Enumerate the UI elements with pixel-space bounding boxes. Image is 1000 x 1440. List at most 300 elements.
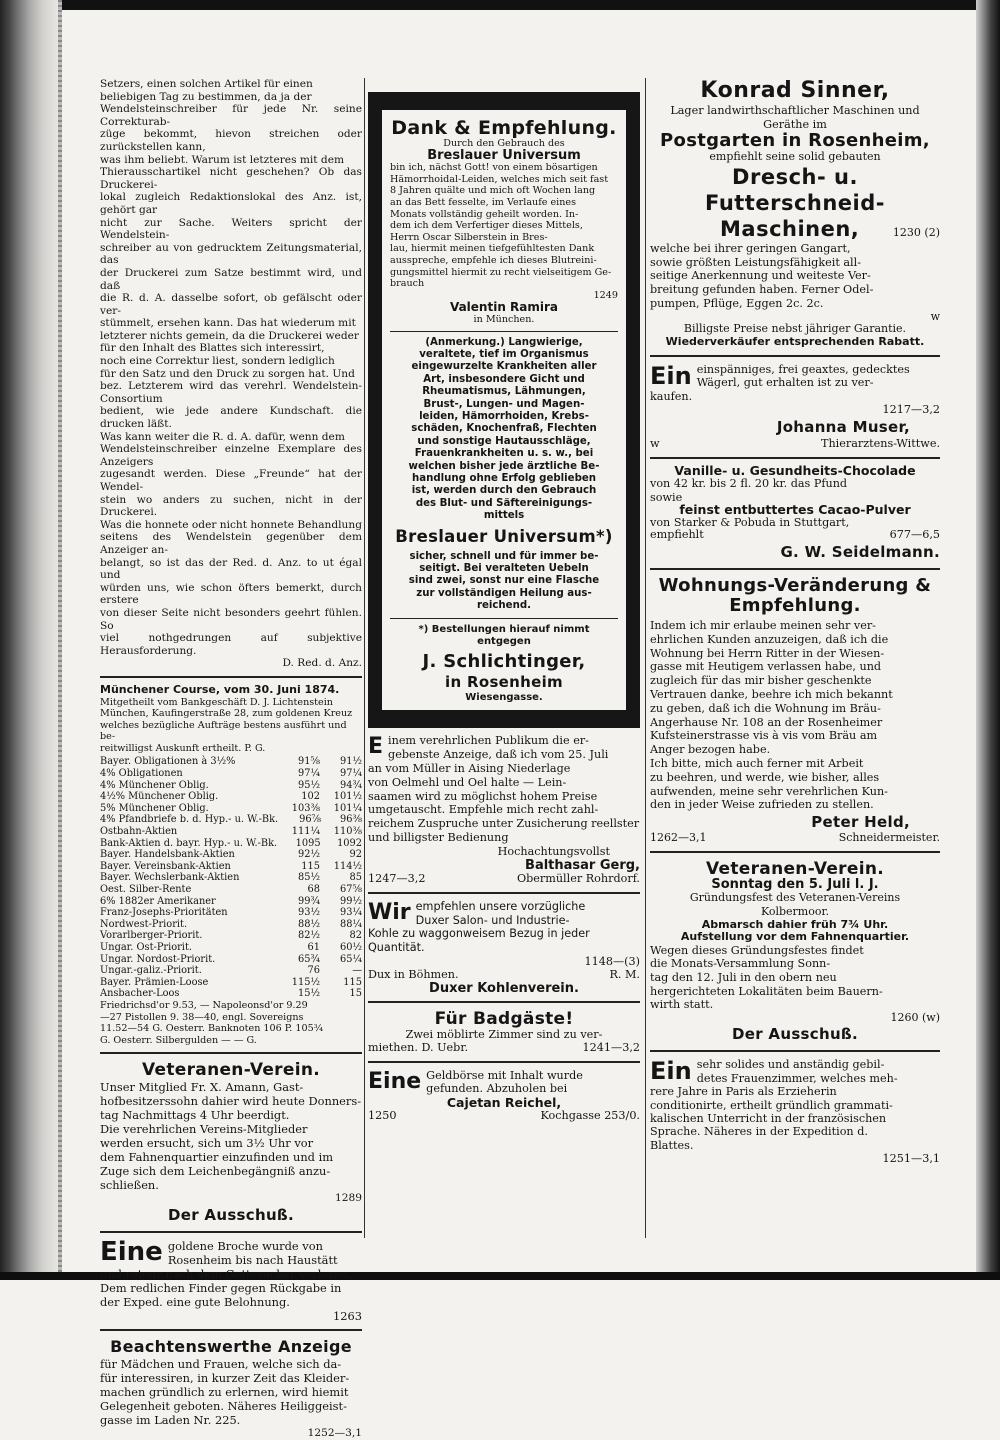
scan-right-border <box>976 0 1000 1280</box>
text-line: tag den 12. Juli in den obern neu <box>650 970 837 984</box>
text-line: den in jeder Weise zufrieden zu stellen. <box>650 798 874 812</box>
text-line: Quantität. <box>368 940 425 954</box>
course-value: 99½ <box>340 895 362 907</box>
text-line: Rosenheim bis nach Haustätt <box>167 1252 338 1267</box>
divider <box>650 851 940 853</box>
course-row <box>100 768 362 780</box>
course-row <box>100 988 362 1000</box>
veterans-title: Veteranen-Verein. <box>706 858 884 879</box>
course-value: 82 <box>349 930 362 942</box>
text-line: pumpen, Pflüge, Eggen 2c. 2c. <box>650 296 824 310</box>
text-line: von 42 kr. bis 2 fl. 20 kr. das Pfund <box>650 477 848 491</box>
text-line: (Anmerkung.) Langwierige, <box>425 336 583 348</box>
text-line: sind zwei, sonst nur eine Flasche <box>408 575 600 587</box>
moving-number: 1262—3,1 <box>650 831 707 845</box>
text-line: G. Oesterr. Silbergulden — — G. <box>100 1034 257 1046</box>
coal-number: 1148—(3) <box>584 954 640 968</box>
universum-title: Breslauer Universum*) <box>395 526 613 546</box>
course-name: Bayer. Prämien-Loose <box>100 976 209 988</box>
text-line: machen gründlich zu erlernen, wird hiemit <box>100 1384 349 1399</box>
course-value: 60½ <box>340 941 362 953</box>
text-line: leiden, Hämorrhoiden, Krebs- <box>419 410 589 422</box>
cacao-maker: von Starker & Pobuda in Stuttgart, <box>650 515 850 529</box>
text-line: seitens des Wendelstein gegenüber dem Anzeiger an- <box>100 531 362 556</box>
text-line: sicher, schnell und für immer be- <box>409 550 599 562</box>
text-line: seitigt. Bei veralteten Uebeln <box>419 563 589 574</box>
miller-greeting: Hochachtungsvollst <box>497 844 610 858</box>
course-currency <box>100 1000 362 1046</box>
veterans-assembly: Aufstellung vor dem Fahnenquartier. <box>680 930 910 944</box>
course-value: 15½ <box>298 988 320 1000</box>
text-line: Wägerl, gut erhalten ist zu ver- <box>696 376 874 390</box>
course-value: 101½ <box>333 791 362 803</box>
text-line: Geldbörse mit Inhalt wurde <box>426 1068 583 1082</box>
text-line: bedient, wie jede andere Kundschaft. die drucken läßt. <box>100 405 362 431</box>
text-line: welchen bisher jede ärztliche Be- <box>408 460 600 472</box>
ad-initial: Eine <box>368 1068 422 1094</box>
text-line: schreiber au von gedrucktem Zeitungsmaterial, das <box>100 241 362 267</box>
course-value: 99¾ <box>298 895 320 907</box>
veterans-title: Veteranen-Verein. <box>142 1060 320 1081</box>
course-name: Vorarlberger-Priorit. <box>100 930 203 942</box>
notice-text <box>100 1357 362 1427</box>
text-line: Rheumatismus, Lähmungen, <box>422 386 586 398</box>
column-middle <box>368 78 640 1238</box>
text-line: Blattes. <box>650 1138 694 1152</box>
wagon-role: Thierarztens-Wittwe. <box>821 436 940 450</box>
tutor-ad <box>650 1058 940 1165</box>
text-line: Monats vollständig geheilt worden. In- <box>390 208 579 220</box>
text-line: zu geben, daß ich die Wohnung im Bräu- <box>650 701 881 715</box>
text-line: Die verehrlichen Vereins-Mitglieder <box>100 1122 308 1137</box>
text-line: Thierausschartikel nicht geschehen? Ob das Druckerei- <box>100 166 362 191</box>
miller-number: 1247—3,2 <box>368 872 426 886</box>
course-name: Franz-Josephs-Prioritäten <box>100 907 228 919</box>
text-line: des Blut- und Säftereinigungs- <box>415 497 593 509</box>
text-line: handlung ohne Erfolg geblieben <box>411 472 597 484</box>
course-value: 96⅜ <box>340 814 362 826</box>
divider <box>100 1329 362 1331</box>
text-line: saamen wird zu möglichst hohem Preise <box>368 789 598 803</box>
text-line: detes Frauenzimmer, welches meh- <box>696 1071 898 1085</box>
sinner-product-2: Maschinen, <box>720 216 860 241</box>
text-line: aufwenden, meine sehr verehrlichen Kun- <box>650 784 888 798</box>
text-line: Wohnung bei Herrn Ritter in der Wiesen- <box>650 646 885 660</box>
book-spine-edge <box>0 0 62 1280</box>
bathers-number: 1241—3,2 <box>582 1040 640 1054</box>
text-line: brauch <box>390 278 425 290</box>
veterans-text <box>650 891 940 918</box>
notice-number: 1252—3,1 <box>307 1426 362 1439</box>
course-name: Ungar. Nordost-Priorit. <box>100 953 216 965</box>
chocolate-title: Vanille- u. Gesundheits-Chocolade <box>674 462 916 478</box>
course-value: 103⅜ <box>291 802 320 814</box>
course-row <box>100 826 362 838</box>
course-row <box>100 954 362 966</box>
course-row <box>100 872 362 884</box>
text-line: sehr solides und anständig gebil- <box>696 1058 885 1072</box>
text-line: veraltete, tief im Organismus <box>419 348 589 360</box>
course-value: 76 <box>307 965 320 977</box>
lost-broche-ad <box>100 1236 362 1323</box>
course-row <box>100 896 362 908</box>
text-line: reichem Zuspruche unter Zusicherung reellster <box>368 817 640 831</box>
course-name: Bayer. Handelsbank-Aktien <box>100 849 235 861</box>
text-line: kaufen. <box>650 389 693 403</box>
coal-signature: Duxer Kohlenverein. <box>429 980 579 996</box>
text-line: an vom Müller in Aising Niederlage <box>368 762 571 775</box>
course-value: 93½ <box>298 907 320 919</box>
cacao-number: 677—6,5 <box>889 528 940 542</box>
bathers-text-2: miethen. D. Uebr. <box>368 1040 469 1054</box>
course-value: 114½ <box>333 860 362 872</box>
text-line: Kufsteinerstrasse vis à vis vom Bräu am <box>650 729 878 743</box>
text-line: Kolbermoor. <box>760 905 830 919</box>
sinner-mark: w <box>930 309 940 323</box>
universum-ad-box <box>368 92 640 728</box>
course-value: 67⅝ <box>340 884 362 895</box>
course-name: 5% Münchener Oblig. <box>100 802 209 814</box>
text-line: lokal zugleich Redaktionslokal des Anz. ist, gehört gar <box>100 191 362 216</box>
ad-initial: E <box>368 734 384 760</box>
text-line: und retour nach dem Gottesacker verloren. <box>100 1266 352 1281</box>
course-name: Ostbahn-Aktien <box>100 826 178 838</box>
course-row <box>100 919 362 931</box>
text-line: der Exped. eine gute Belohnung. <box>100 1294 290 1309</box>
text-line: Zuge sich dem Leichenbegängniß anzu- <box>100 1164 331 1179</box>
course-name: Ungar.-galiz.-Priorit. <box>100 965 202 977</box>
bathers-title: Für Badgäste! <box>434 1009 574 1030</box>
text-line: für den Satz und den Druck zu sorgen hat. Und <box>100 367 355 380</box>
wagon-mark: w <box>650 436 660 450</box>
course-name: Bayer. Vereinsbank-Aktien <box>100 860 231 872</box>
text-line: Was kann weiter die R. d. A. dafür, wenn dem <box>100 430 345 443</box>
course-row <box>100 791 362 803</box>
text-line: Art, insbesondere Gicht und <box>423 373 585 385</box>
sinner-recommend: empfiehlt seine solid gebauten <box>709 150 881 164</box>
course-value: 111¼ <box>291 826 320 838</box>
divider <box>650 1050 940 1052</box>
veterans-signature: Der Ausschuß. <box>731 1025 859 1044</box>
text-line: seitige Anerkennung und weiteste Ver- <box>650 269 871 283</box>
wagon-seller: Johanna Muser, <box>776 417 910 436</box>
text-line: umgetauscht. Empfehle mich recht zahl- <box>368 803 599 817</box>
product-name: Breslauer Universum <box>427 147 581 163</box>
text-line: Wendelsteinschreiber für jede Nr. seine Correkturab- <box>100 103 362 128</box>
course-value: 115 <box>301 860 320 872</box>
text-line: und sonstige Hautausschläge, <box>417 435 591 447</box>
text-line: bin ich, nächst Gott! von einem bösartigen <box>390 162 598 174</box>
moving-name: Peter Held, <box>811 813 910 832</box>
text-line: Lager landwirthschaftlicher Maschinen und <box>670 104 920 117</box>
text-line: welche bei ihrer geringen Gangart, <box>650 241 851 255</box>
text-line: goldene Broche wurde von <box>167 1238 323 1253</box>
text-line: kalischen Unterricht in der französischen <box>650 1111 887 1125</box>
text-line: Frauenkrankheiten u. s. w., bei <box>414 448 594 460</box>
column-left <box>100 78 362 1439</box>
sinner-product-1: Dresch- u. Futterschneid- <box>705 164 885 215</box>
miller-ad <box>368 734 640 886</box>
text-line: Anger bezogen habe. <box>650 743 771 757</box>
text-line: reitwilligst Auskunft ertheilt. P. G. <box>100 742 266 754</box>
course-name: 4% Münchener Oblig. <box>100 779 209 791</box>
text-line: ist, werden durch den Gebrauch <box>411 485 597 497</box>
text-line: lau, hiermit meinen tiefgefühltesten Dank <box>390 243 595 255</box>
text-line: Herrn Oscar Silberstein in Bres- <box>390 231 548 243</box>
text-line: München, Kaufingerstraße 28, zum goldenen Kreuz <box>100 708 353 720</box>
course-value: 92½ <box>298 849 320 861</box>
thanks-title: Dank & Empfehlung. <box>391 117 617 139</box>
divider <box>390 331 618 332</box>
course-value: 82½ <box>298 930 320 942</box>
course-name: 4½% Münchener Oblig. <box>100 791 219 803</box>
text-line: breitung gefunden haben. Ferner Odel- <box>650 283 874 297</box>
miller-name: Balthasar Gerg, <box>525 857 640 873</box>
thanks-text <box>390 162 618 290</box>
text-line: für interessiren, in kurzer Zeit das Kleider- <box>100 1370 350 1385</box>
text-line: züge bekommt, hievon streichen oder zurückstellen kann, <box>100 128 362 153</box>
text-line: werden ersucht, sich um 3½ Uhr vor <box>100 1136 314 1151</box>
divider <box>650 568 940 570</box>
moving-text <box>650 619 940 812</box>
bathers-text: Zwei möblirte Zimmer sind zu ver- <box>405 1028 603 1042</box>
text-line: würden uns, wie schon öfters bemerkt, durch erstere <box>100 581 362 607</box>
cacao-recommend: empfiehlt <box>650 528 704 542</box>
course-name: Bayer. Obligationen à 3½% <box>100 756 236 768</box>
veterans-signature: Der Ausschuß. <box>167 1205 295 1224</box>
course-value: 94¾ <box>340 779 362 791</box>
divider <box>100 1231 362 1233</box>
text-line: letzterer nichts gemein, da die Druckerei weder <box>100 329 359 342</box>
purse-number: 1250 <box>368 1109 397 1123</box>
course-value: 68 <box>307 884 320 895</box>
sinner-price: Billigste Preise nebst jähriger Garantie. <box>683 322 907 336</box>
course-row <box>100 756 362 768</box>
text-line: Gelegenheit geboten. Näheres Heiliggeist- <box>100 1398 347 1413</box>
course-row <box>100 803 362 815</box>
divider <box>650 355 940 357</box>
column-rule-left <box>364 78 365 1238</box>
text-line: die Monats-Versammlung Sonn- <box>650 957 831 971</box>
text-line: Dem redlichen Finder gegen Rückgabe in <box>100 1280 342 1295</box>
text-line: ausspreche, empfehle ich dieses Blutreini- <box>390 254 597 266</box>
course-value: 91½ <box>340 756 362 768</box>
notice-title: Beachtenswerthe Anzeige <box>110 1336 352 1356</box>
course-row <box>100 907 362 919</box>
course-value: 61 <box>307 941 320 953</box>
ad-number: 1263 <box>333 1308 362 1323</box>
course-name: 4% Obligationen <box>100 768 183 780</box>
sinner-location: Postgarten in Rosenheim, <box>660 130 930 152</box>
text-line: conditionirte, ertheilt gründlich grammati- <box>650 1098 893 1112</box>
course-value: 97¼ <box>340 768 362 780</box>
text-line: wirth statt. <box>650 998 714 1012</box>
coal-ad <box>368 900 640 995</box>
veterans-text <box>100 1080 362 1192</box>
text-line: tag Nachmittags 4 Uhr beerdigt. <box>100 1108 290 1123</box>
text-line: schließen. <box>100 1178 159 1193</box>
course-intro <box>100 697 362 755</box>
text-line: noch eine Correktur liest, sondern lediglich <box>100 355 335 368</box>
moving-role: Schneidermeister. <box>838 831 940 845</box>
thanks-author: Valentin Ramira <box>449 300 559 315</box>
text-line: an das Bett fesselte, im Verlaufe eines <box>390 196 577 208</box>
text-line: Duxer Salon- und Industrie- <box>415 913 570 927</box>
text-line: eingewurzelte Krankheiten aller <box>411 361 597 373</box>
course-row <box>100 780 362 792</box>
divider <box>368 1001 640 1003</box>
sinner-rabatt: Wiederverkäufer entsprechenden Rabatt. <box>665 334 925 348</box>
divider <box>368 1061 640 1063</box>
text-line: die R. d. A. dasselbe sofort, ob gefälscht oder ver- <box>100 292 362 317</box>
course-value: 110⅜ <box>333 826 362 838</box>
course-table <box>100 756 362 999</box>
text-line: 11.52—54 G. Oesterr. Banknoten 106 P. 105¾ <box>100 1023 324 1035</box>
cacao-seller: G. W. Seidelmann. <box>780 543 940 562</box>
text-line: beliebigen Tag zu bestimmen, da ja der <box>100 90 312 103</box>
text-line: sowie <box>650 490 683 504</box>
course-name: 4% Pfandbriefe b. d. Hyp.- u. W.-Bk. <box>100 814 279 826</box>
ad-initial: Ein <box>650 1057 692 1086</box>
course-row <box>100 814 362 826</box>
course-name: Oest. Silber-Rente <box>100 884 192 895</box>
ad-initial: Eine <box>100 1236 163 1267</box>
text-line: empfehlen unsere vorzügliche <box>415 900 586 914</box>
divider <box>390 618 618 619</box>
divider <box>100 1052 362 1054</box>
text-line: was ihm beliebt. Warum ist letzteres mit dem <box>100 153 345 166</box>
text-line: Geräthe im <box>763 117 827 131</box>
purse-contact: Cajetan Reichel, <box>446 1094 562 1110</box>
text-line: 8 Jahren quälte und mich oft Wochen lang <box>390 185 596 197</box>
text-line: der Druckerei zum Satze bestimmt wird, und daß <box>100 266 362 292</box>
text-line: Gründungsfest des Veteranen-Vereins <box>689 891 901 905</box>
thanks-city: in München. <box>473 313 535 325</box>
sinner-text <box>650 104 940 131</box>
veterans-date: Sonntag den 5. Juli l. J. <box>711 876 879 892</box>
text-line: ehrlichen Kunden anzuzeigen, daß ich die <box>650 632 889 646</box>
text-line: belangt, so ist das der Red. d. Anz. to ut égal und <box>100 556 362 582</box>
thanks-number: 1249 <box>593 289 618 301</box>
wagon-number: 1217—3,2 <box>882 403 940 417</box>
course-row <box>100 965 362 977</box>
course-value: 97¼ <box>298 768 320 780</box>
course-title: Münchener Course, vom 30. Juni 1874. <box>100 682 340 696</box>
course-value: 85½ <box>298 872 320 884</box>
dealer-city: in Rosenheim <box>445 672 563 691</box>
text-line: Wegen dieses Gründungsfestes findet <box>650 943 864 957</box>
text-line: Wendelsteinschreiber einzelne Exemplare des Anzeigers <box>100 443 362 468</box>
veterans-departure: Abmarsch dahier früh 7¾ Uhr. <box>701 917 889 931</box>
course-value: 1092 <box>337 837 362 849</box>
text-line: und billigster Bedienung <box>368 830 509 844</box>
course-value: 92 <box>349 849 362 861</box>
course-value: 91⅝ <box>298 756 320 768</box>
text-line: stein wo anders zu suchen, nicht in der Druckerei. <box>100 493 362 519</box>
text-line: —27 Pistollen 9. 38—40, engl. Sovereigns <box>100 1011 304 1023</box>
sinner-number: 1230 (2) <box>892 225 940 239</box>
text-line: schäden, Knochenfraß, Flechten <box>411 423 597 435</box>
text-line: bez. Letzterem wird das verehrl. Wendelstein-Consortium <box>100 380 362 405</box>
text-line: für den Inhalt des Blattes sich interessirt, <box>100 342 325 355</box>
text-line: zu beehren, und werde, wie bisher, alles <box>650 770 880 784</box>
course-name: Bayer. Wechslerbank-Aktien <box>100 872 240 884</box>
dealer-street: Wiesengasse. <box>465 691 543 703</box>
text-line: stümmelt, ersehen kann. Das hat wiederum mit <box>100 317 356 330</box>
text-line: inem verehrlichen Publikum die er- <box>388 734 589 748</box>
text-line: gungsmittel hiermit zu recht vielseitigem Ge- <box>390 266 612 278</box>
scan-top-border <box>0 0 1000 10</box>
course-value: 115 <box>343 976 362 988</box>
course-value: 102 <box>301 791 320 803</box>
text-line: Angerhause Nr. 108 an der Rosenheimer <box>650 715 883 729</box>
text-line: gasse im Laden Nr. 225. <box>100 1412 241 1427</box>
newspaper-page <box>100 78 940 1439</box>
course-name: Bank-Aktien d. bayr. Hyp.- u. W.-Bk. <box>100 837 278 849</box>
text-line: reichend. <box>476 600 532 612</box>
divider <box>650 457 940 459</box>
course-row <box>100 942 362 954</box>
divider <box>368 892 640 894</box>
text-line: Sprache. Näheres in der Expedition d. <box>650 1125 868 1139</box>
text-line: Brust-, Lungen- und Magen- <box>423 398 585 410</box>
text-line: rere Jahre in Paris als Erzieherin <box>650 1085 837 1099</box>
text-line: Setzers, einen solchen Artikel für einen <box>100 78 313 90</box>
text-line: viel nothgedrungen auf subjektive Herausforderung. <box>100 632 362 657</box>
course-value: 1095 <box>295 837 321 849</box>
text-line: sowie größten Leistungsfähigkeit all- <box>650 255 861 269</box>
text-line: gebenste Anzeige, daß ich vom 25. Juli <box>388 748 609 762</box>
text-line: Vertrauen danke, beehre ich mich bekannt <box>650 688 893 702</box>
text-line: für Mädchen und Frauen, welche sich da- <box>100 1356 342 1371</box>
text-line: hergerichteten Lokalitäten beim Bauern- <box>650 984 883 998</box>
course-name: Ungar. Ost-Priorit. <box>100 941 192 953</box>
sinner-text-2 <box>650 242 940 311</box>
course-row <box>100 838 362 850</box>
column-rule-right <box>645 78 646 1238</box>
text-line: zugleich für das mir bisher geschenkte <box>650 674 872 688</box>
order-note <box>390 624 618 649</box>
text-line: gefunden. Abzuholen bei <box>426 1082 568 1096</box>
text-line: zugesandt werden. Diese „Freunde“ hat der Wendel- <box>100 468 362 493</box>
course-value: 95½ <box>298 779 320 791</box>
course-value: 88¼ <box>340 918 362 930</box>
chocolate-text <box>650 477 940 504</box>
course-name: 6% 1882er Amerikaner <box>100 895 216 907</box>
text-line: mittels <box>483 510 525 522</box>
text-line: Kohle zu waggonweisem Bezug in jeder <box>368 927 590 941</box>
coal-place: Dux in Böhmen. <box>368 968 459 982</box>
course-value: 93¼ <box>340 907 362 919</box>
course-row <box>100 861 362 873</box>
text-line: hofbesitzerssohn dahier wird heute Donners- <box>100 1094 362 1109</box>
sinner-title: Konrad Sinner, <box>700 78 890 103</box>
ad-initial: Ein <box>650 361 692 390</box>
text-line: Mitgetheilt vom Bankgeschäft D. J. Lichtenstein <box>100 696 333 708</box>
text-line: dem Fahnenquartier einzufinden und im <box>100 1150 334 1165</box>
ad-initial: Wir <box>368 900 411 926</box>
course-value: 101¼ <box>333 802 362 814</box>
thanks-subtitle: Durch den Gebrauch des <box>443 138 565 149</box>
dealer-name: J. Schlichtinger, <box>422 650 586 672</box>
wagon-ad <box>650 363 940 451</box>
course-value: 65¼ <box>340 953 362 965</box>
moving-title: Wohnungs-Veränderung & <box>658 575 932 597</box>
purse-ad <box>368 1069 640 1123</box>
text-line: Ich bitte, mich auch ferner mit Arbeit <box>650 757 864 771</box>
course-row <box>100 930 362 942</box>
text-line: nicht zur Sache. Weiters spricht der Wendelstein- <box>100 216 362 242</box>
